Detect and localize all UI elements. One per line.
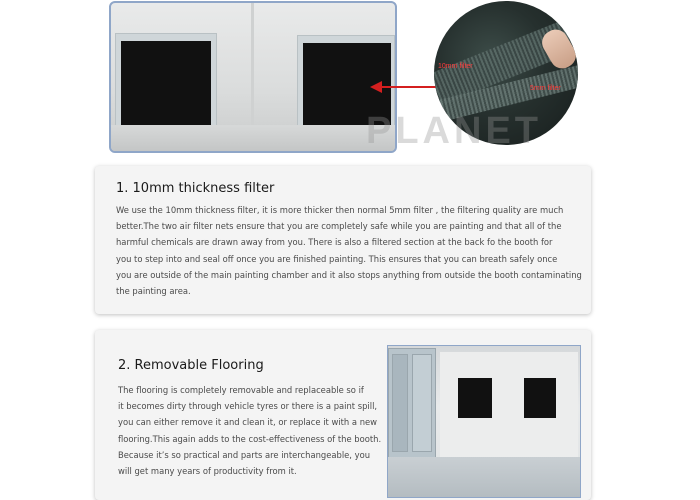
section-body <box>118 382 381 479</box>
filter-panel-left <box>121 41 211 131</box>
section-title: 2. Removable Flooring <box>118 358 264 373</box>
body-line: it becomes dirty through vehicle tyres or there is a paint spill, <box>118 401 378 412</box>
body-line: flooring.This again adds to the cost-effectiveness of the booth. <box>118 433 382 444</box>
filter-10mm-label: 10mm filter <box>438 63 473 70</box>
booth-filter-photo <box>109 1 397 153</box>
section-body <box>116 202 582 299</box>
filter-panel-left <box>458 378 492 418</box>
body-line: you to step into and seal off once you are finished painting. This ensures that you can breath safely once <box>116 253 558 264</box>
body-line: you are outside of the main painting chamber and it also stops anything from outside the booth contaminating <box>116 269 582 280</box>
filter-5mm-label: 5mm filter <box>530 85 561 92</box>
watermark: PLANET <box>366 110 542 152</box>
booth-interior-photo <box>387 345 581 498</box>
body-line: harmful chemicals are drawn away from you. There is also a filtered section at the back fo the booth for <box>116 237 553 248</box>
body-line: will get many years of productivity from it. <box>118 466 297 477</box>
body-line: better.The two air filter nets ensure that you are completely safe while you are painting and that all of the <box>116 221 562 232</box>
pointer-arrow-head <box>370 81 382 93</box>
body-line: We use the 10mm thickness filter, it is more thicker then normal 5mm filter , the filtering quality are much <box>116 205 564 215</box>
body-line: The flooring is completely removable and replaceable so if <box>118 385 364 395</box>
section-card-filter <box>95 166 591 314</box>
section-title: 1. 10mm thickness filter <box>116 181 275 196</box>
body-line: the painting area. <box>116 286 191 297</box>
filter-panel-right <box>524 378 556 418</box>
body-line: Because it’s so practical and parts are interchangeable, you <box>118 449 371 460</box>
body-line: you can either remove it and clean it, or replace it with a new <box>118 417 378 428</box>
